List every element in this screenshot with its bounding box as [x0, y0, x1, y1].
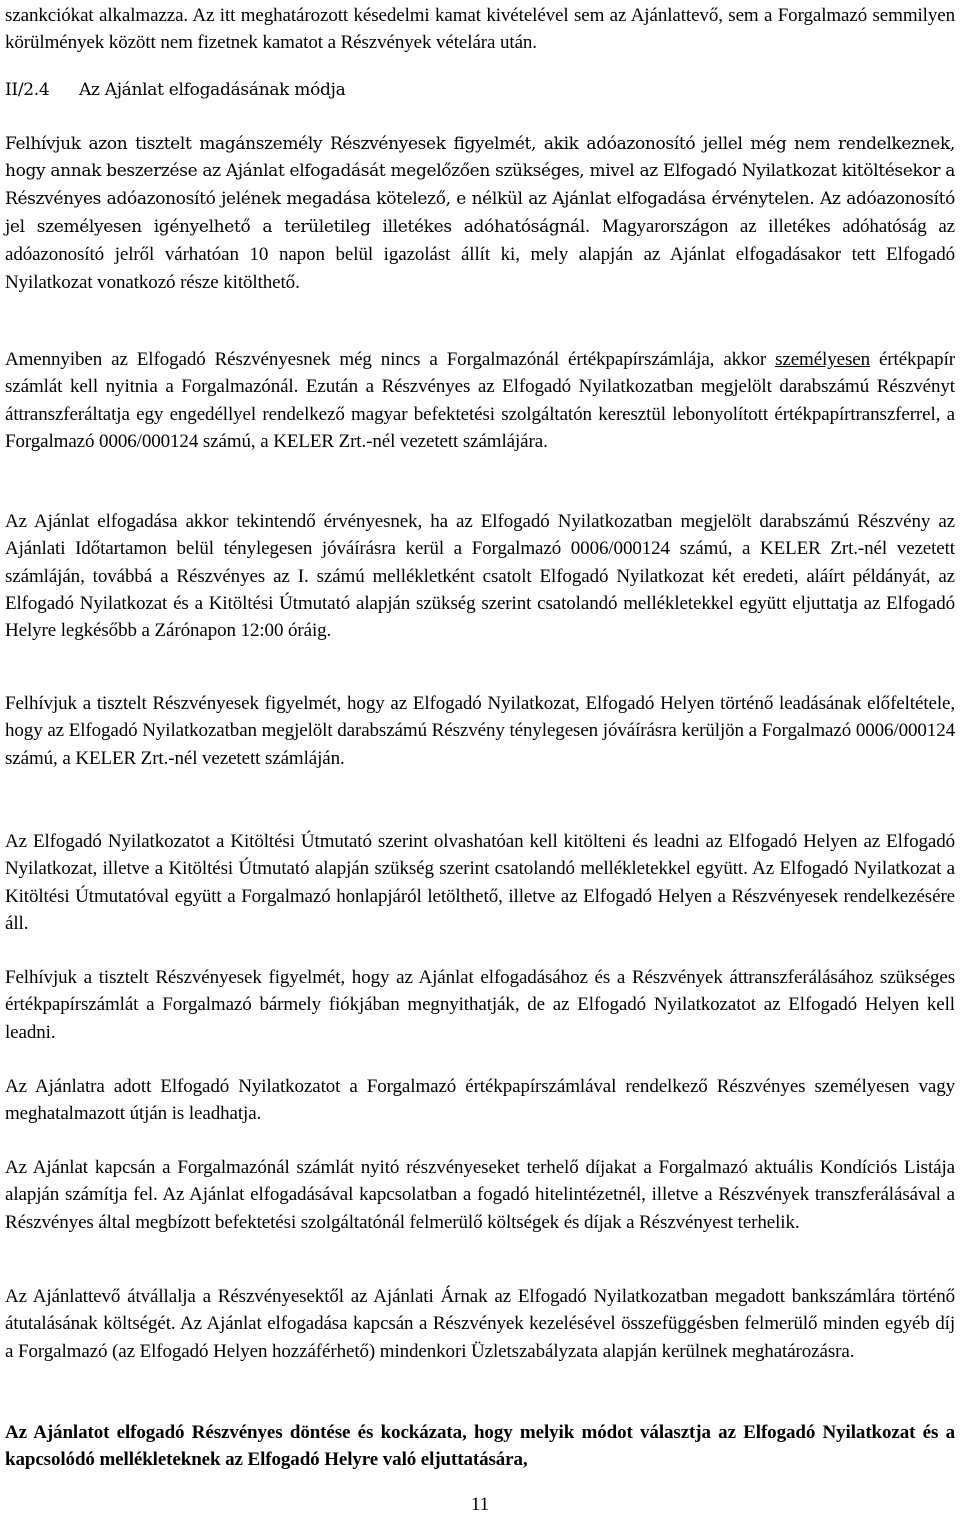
paragraph-tax-id: [5, 131, 955, 298]
paragraph-transfer-costs: Az Ajánlattevő átvállalja a Részvényesektől az Ajánlati Árnak az Elfogadó Nyilatkozatban megadott bankszámlára történő átutalásának költségét. Az Ajánlat elfogadása kapcsán a Részvények kezelésével összefüggésben felmerülő minden egyéb díj a Forgalmazó (az Elfogadó Helyen hozzáférhető) mindenkori Üzletszabályzata alapján kerülnek meghatározásra.: [5, 1286, 955, 1362]
section-number: II/2.4: [5, 80, 50, 100]
paragraph-acceptance-valid: Az Ajánlat elfogadása akkor tekintendő érvényesnek, ha az Elfogadó Nyilatkozatban megjelölt darabszámú Részvény az Ajánlati Időtartamon belül ténylegesen jóváírásra kerül a Forgalmazó 0006/000124 számú, a KELER Zrt.-nél vezetett számláján, továbbá a Részvényes az I. számú mellékletként csatolt Elfogadó Nyilatkozat két eredeti, aláírt példányát, az Elfogadó Nyilatkozat és a Kitöltési Útmutató alapján szükség szerint csatolandó mellékletekkel együtt eljuttatja az Elfogadó Helyre legkésőbb a Zárónapon 12:00 óráig.: [5, 511, 955, 642]
paragraph-securities-account: [5, 346, 955, 455]
paragraph-risk-bold: Az Ajánlatot elfogadó Részvényes döntése és kockázata, hogy melyik módot választja az Elfogadó Nyilatkozat és a kapcsolódó mellékleteknek az Elfogadó Helyre való eljuttatására,: [5, 1422, 955, 1471]
underlined-personally: személyesen: [775, 349, 870, 370]
paragraph-tax-id-continued: Magyarországon az illetékes adóhatóság az adóazonosító jelről várhatóan 10 napon belül igazolást állít ki, mely alapján az Ajánlat elfogadásakor tett Elfogadó Nyilatkozat vonatkozó része kitölthető.: [5, 215, 955, 294]
carryover-paragraph: szankciókat alkalmazza. Az itt meghatározott késedelmi kamat kivételével sem az Ajánlattevő, sem a Forgalmazó semmilyen körülmények között nem fizetnek kamatot a Részvények vételára után.: [5, 5, 955, 54]
page-number: 11: [470, 1494, 490, 1515]
section-title: Az Ajánlat elfogadásának módja: [79, 80, 346, 100]
paragraph-securities-account-end: értékpapír számlát kell nyitnia a Forgalmazónál. Ezután a Részvényes az Elfogadó Nyilatkozatban megjelölt darabszámú Részvényt áttranszferáltatja egy engedéllyel rendelkező magyar befektetési szolgáltatón keresztül lebonyolított értékpapírtranszferrel, a Forgalmazó 0006/000124 számú, a KELER Zrt.-nél vezetett számlájára.: [5, 349, 955, 452]
paragraph-securities-account-start: Amennyiben az Elfogadó Részvényesnek még nincs a Forgalmazónál értékpapírszámlája, akkor: [5, 349, 776, 370]
document-page: [5, 0, 955, 1517]
paragraph-fees: Az Ajánlat kapcsán a Forgalmazónál számlát nyitó részvényeseket terhelő díjakat a Forgalmazó aktuális Kondíciós Listája alapján számítja fel. Az Ajánlat elfogadásával kapcsolatban a fogadó hitelintézetnél, illetve a Részvények transzferálásával a Részvényes által megbízott befektetési szolgáltatónál felmerülő költségek és díjak a Részvényest terhelik.: [5, 1157, 955, 1233]
section-heading: [5, 77, 955, 104]
paragraph-tax-id-main: Felhívjuk azon tisztelt magánszemély Részvényesek figyelmét, akik adóazonosító jellel még nem rendelkeznek, hogy annak beszerzése az Ajánlat elfogadását megelőzően szükséges, mivel az Elfogadó Nyilatkozat kitöltésekor a Részvényes adóazonosító jelének megadása kötelező, e nélkül az Ajánlat elfogadása érvénytelen. Az adóazonosító jel személyesen igényelhető a területileg illetékes adóhatóságnál.: [5, 134, 955, 237]
paragraph-submission: Az Ajánlatra adott Elfogadó Nyilatkozatot a Forgalmazó értékpapírszámlával rendelkező Részvényes személyesen vagy meghatalmazott útján is leadhatja.: [5, 1076, 955, 1125]
paragraph-fill-out: Az Elfogadó Nyilatkozatot a Kitöltési Útmutató szerint olvashatóan kell kitölteni és leadni az Elfogadó Helyen az Elfogadó Nyilatkozat, illetve a Kitöltési Útmutató alapján szükség szerint csatolandó mellékletekkel együtt. Az Elfogadó Nyilatkozat a Kitöltési Útmutatóval együtt a Forgalmazó honlapjáról letölthető, illetve az Elfogadó Helyen a Részvényesek rendelkezésére áll.: [5, 831, 955, 934]
paragraph-precondition: Felhívjuk a tisztelt Részvényesek figyelmét, hogy az Elfogadó Nyilatkozat, Elfogadó Helyen történő leadásának előfeltétele, hogy az Elfogadó Nyilatkozatban megjelölt darabszámú Részvény ténylegesen jóváírásra kerüljön a Forgalmazó 0006/000124 számú, a KELER Zrt.-nél vezetett számláján.: [5, 693, 955, 769]
paragraph-account-opening: Felhívjuk a tisztelt Részvényesek figyelmét, hogy az Ajánlat elfogadásához és a Részvények áttranszferálásához szükséges értékpapírszámlát a Forgalmazó bármely fiókjában megnyithatják, de az Elfogadó Nyilatkozatot az Elfogadó Helyen kell leadni.: [5, 967, 955, 1043]
